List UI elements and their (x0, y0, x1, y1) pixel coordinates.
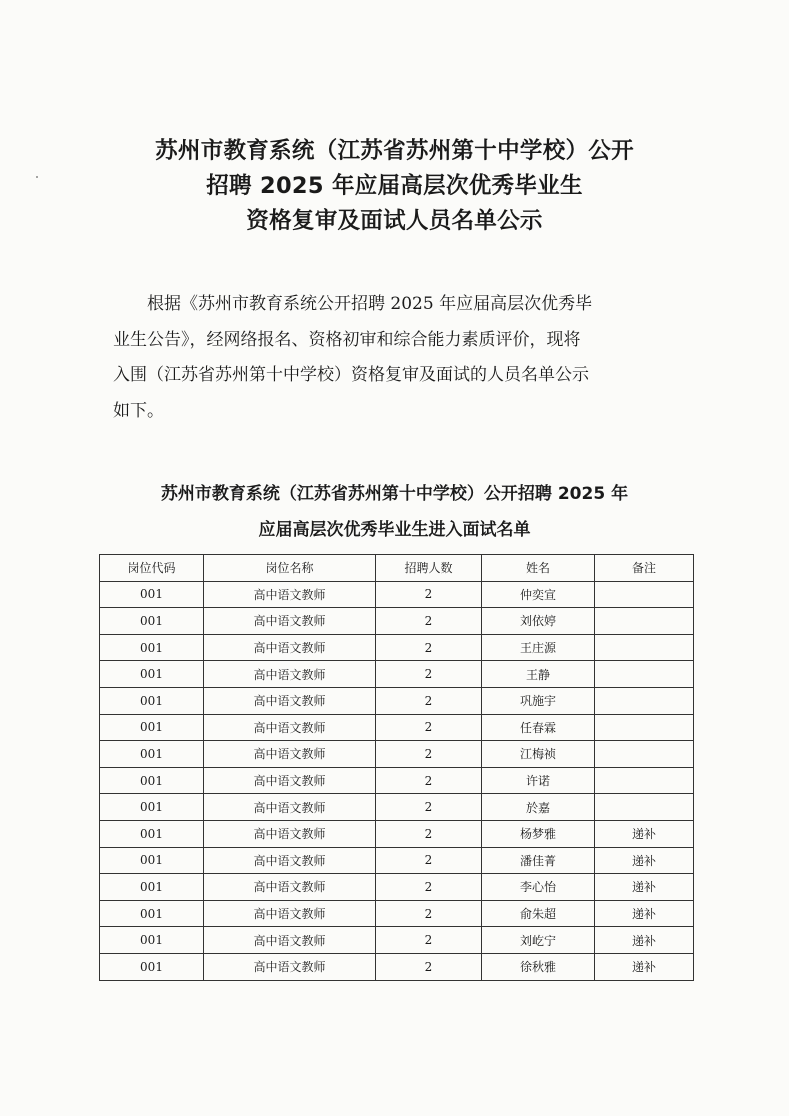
cell-position-name: 高中语文教师 (204, 634, 376, 661)
header-position-name: 岗位名称 (204, 555, 376, 582)
cell-remarks (595, 634, 694, 661)
cell-position-code: 001 (100, 953, 204, 980)
cell-position-code: 001 (100, 741, 204, 768)
table-row (100, 874, 694, 901)
cell-name: 杨梦雅 (482, 820, 595, 847)
cell-remarks (595, 794, 694, 821)
title-line-1: 苏州市教育系统（江苏省苏州第十中学校）公开 (155, 138, 634, 164)
cell-name: 潘佳菁 (482, 847, 595, 874)
cell-hiring-count: 2 (376, 953, 482, 980)
table-row (100, 927, 694, 954)
cell-position-name: 高中语文教师 (204, 794, 376, 821)
cell-name: 刘依婷 (482, 608, 595, 635)
cell-position-code: 001 (100, 927, 204, 954)
intro-line-3: 入围（江苏省苏州第十中学校）资格复审及面试的人员名单公示 (113, 365, 589, 385)
header-remarks: 备注 (595, 555, 694, 582)
table-header-row (100, 555, 694, 582)
table-row (100, 581, 694, 608)
header-hiring-count: 招聘人数 (376, 555, 482, 582)
cell-hiring-count: 2 (376, 741, 482, 768)
cell-name: 徐秋雅 (482, 953, 595, 980)
cell-position-name: 高中语文教师 (204, 741, 376, 768)
table-row (100, 953, 694, 980)
cell-name: 李心怡 (482, 874, 595, 901)
cell-hiring-count: 2 (376, 661, 482, 688)
title-line-3: 资格复审及面试人员名单公示 (246, 208, 543, 234)
cell-name: 许诺 (482, 767, 595, 794)
cell-position-code: 001 (100, 900, 204, 927)
cell-name: 刘屹宁 (482, 927, 595, 954)
cell-name: 江梅祯 (482, 741, 595, 768)
cell-hiring-count: 2 (376, 608, 482, 635)
cell-position-name: 高中语文教师 (204, 687, 376, 714)
cell-remarks (595, 714, 694, 741)
intro-line-2: 业生公告》，经网络报名、资格初审和综合能力素质评价，现将 (113, 329, 581, 350)
cell-hiring-count: 2 (376, 714, 482, 741)
cell-hiring-count: 2 (376, 900, 482, 927)
cell-position-name: 高中语文教师 (204, 953, 376, 980)
cell-remarks (595, 581, 694, 608)
intro-line-4: 如下。 (113, 400, 164, 421)
cell-position-name: 高中语文教师 (204, 767, 376, 794)
cell-position-code: 001 (100, 714, 204, 741)
cell-hiring-count: 2 (376, 634, 482, 661)
cell-position-code: 001 (100, 874, 204, 901)
cell-position-name: 高中语文教师 (204, 820, 376, 847)
cell-position-name: 高中语文教师 (204, 874, 376, 901)
cell-remarks: 递补 (595, 874, 694, 901)
cell-position-code: 001 (100, 820, 204, 847)
cell-hiring-count: 2 (376, 820, 482, 847)
header-position-code: 岗位代码 (100, 555, 204, 582)
table-title (40, 476, 749, 548)
cell-remarks: 递补 (595, 900, 694, 927)
cell-position-name: 高中语文教师 (204, 661, 376, 688)
table-row (100, 661, 694, 688)
table-row (100, 820, 694, 847)
cell-hiring-count: 2 (376, 847, 482, 874)
cell-hiring-count: 2 (376, 794, 482, 821)
cell-position-code: 001 (100, 661, 204, 688)
cell-name: 仲奕宣 (482, 581, 595, 608)
table-row (100, 608, 694, 635)
cell-remarks (595, 741, 694, 768)
title-line-2: 招聘 2025 年应届高层次优秀毕业生 (206, 173, 583, 199)
document-title (40, 134, 749, 239)
cell-remarks: 递补 (595, 820, 694, 847)
table-title-line-1: 苏州市教育系统（江苏省苏州第十中学校）公开招聘 2025 年 (160, 484, 629, 504)
cell-position-name: 高中语文教师 (204, 927, 376, 954)
cell-name: 巩施宇 (482, 687, 595, 714)
cell-name: 任春霖 (482, 714, 595, 741)
table-row (100, 794, 694, 821)
cell-position-code: 001 (100, 608, 204, 635)
cell-hiring-count: 2 (376, 874, 482, 901)
cell-remarks (595, 767, 694, 794)
interview-list-table (99, 554, 694, 981)
table-row (100, 714, 694, 741)
cell-position-code: 001 (100, 847, 204, 874)
cell-position-name: 高中语文教师 (204, 900, 376, 927)
cell-remarks: 递补 (595, 847, 694, 874)
cell-hiring-count: 2 (376, 687, 482, 714)
cell-name: 王庄源 (482, 634, 595, 661)
cell-position-code: 001 (100, 634, 204, 661)
table-row (100, 767, 694, 794)
cell-name: 於嘉 (482, 794, 595, 821)
cell-position-code: 001 (100, 687, 204, 714)
cell-remarks (595, 661, 694, 688)
table-title-line-2: 应届高层次优秀毕业生进入面试名单 (258, 520, 531, 540)
cell-hiring-count: 2 (376, 581, 482, 608)
intro-paragraph (113, 287, 693, 429)
cell-hiring-count: 2 (376, 927, 482, 954)
table-row (100, 741, 694, 768)
cell-hiring-count: 2 (376, 767, 482, 794)
cell-remarks: 递补 (595, 927, 694, 954)
cell-position-name: 高中语文教师 (204, 847, 376, 874)
table-body (100, 581, 694, 980)
table-row (100, 634, 694, 661)
cell-position-name: 高中语文教师 (204, 581, 376, 608)
cell-position-code: 001 (100, 794, 204, 821)
cell-name: 俞朱超 (482, 900, 595, 927)
cell-position-name: 高中语文教师 (204, 714, 376, 741)
scan-speck (36, 176, 38, 178)
cell-name: 王静 (482, 661, 595, 688)
cell-remarks (595, 608, 694, 635)
cell-position-code: 001 (100, 767, 204, 794)
cell-position-code: 001 (100, 581, 204, 608)
cell-remarks: 递补 (595, 953, 694, 980)
cell-position-name: 高中语文教师 (204, 608, 376, 635)
header-name: 姓名 (482, 555, 595, 582)
cell-remarks (595, 687, 694, 714)
intro-line-1: 根据《苏州市教育系统公开招聘 2025 年应届高层次优秀毕 (147, 294, 593, 314)
table-row (100, 847, 694, 874)
table-row (100, 687, 694, 714)
table-row (100, 900, 694, 927)
